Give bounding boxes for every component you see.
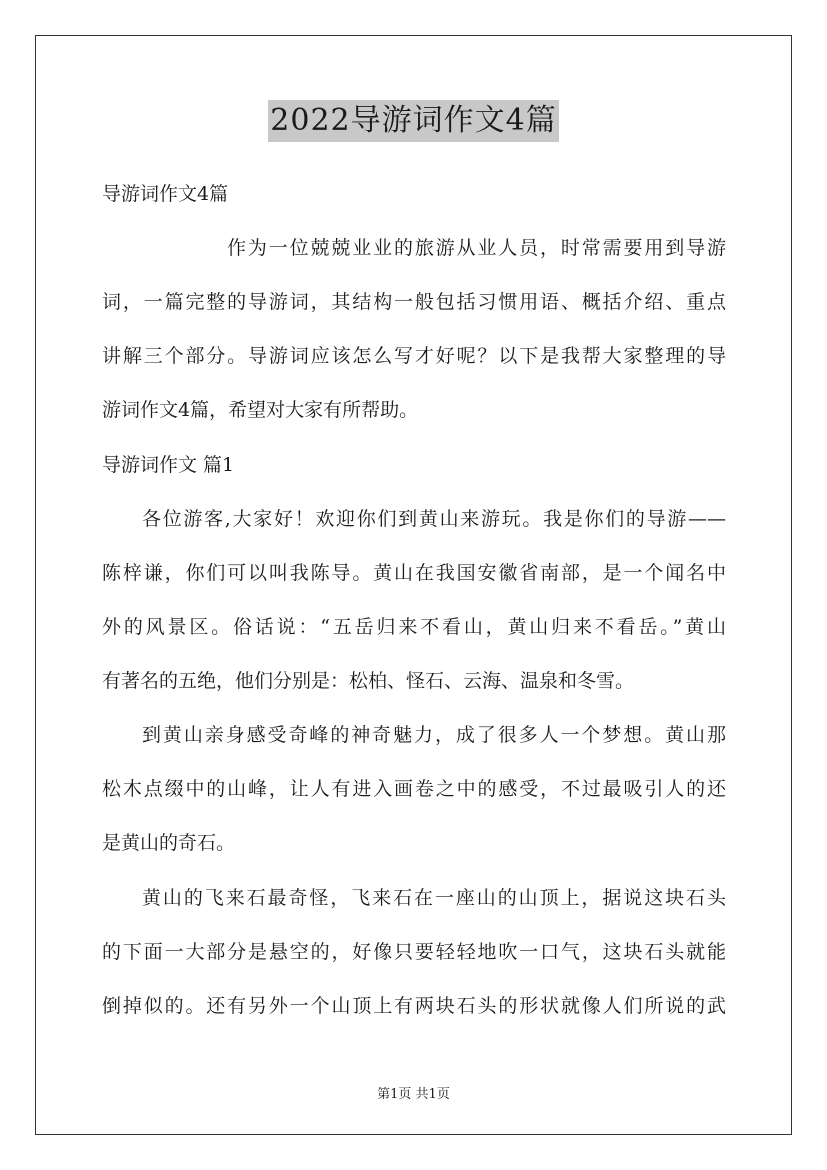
section-heading: 导游词作文 篇1	[102, 454, 235, 476]
intro-line: 游词作文4篇，希望对大家有所帮助。	[102, 399, 419, 421]
subtitle: 导游词作文4篇	[102, 183, 229, 205]
intro-line: 作为一位兢兢业业的旅游从业人员，时常需要用到导游	[227, 237, 726, 259]
paragraph-3	[102, 885, 726, 1047]
paragraph-2	[102, 722, 726, 884]
paragraph-line: 有著名的五绝，他们分别是：松柏、怪石、云海、温泉和冬雪。	[102, 670, 635, 692]
paragraph-line: 黄山的飞来石最奇怪，飞来石在一座山的山顶上，据说这块石头	[142, 887, 726, 909]
intro-line: 讲解三个部分。导游词应该怎么写才好呢？以下是我帮大家整理的导	[102, 345, 726, 367]
paragraph-line: 倒掉似的。还有另外一个山顶上有两块石头的形状就像人们所说的武	[102, 995, 726, 1017]
paragraph-line: 陈梓谦，你们可以叫我陈导。黄山在我国安徽省南部，是一个闻名中	[102, 562, 726, 584]
paragraph-line: 是黄山的奇石。	[102, 832, 236, 854]
paragraph-line: 各位游客,大家好！欢迎你们到黄山来游玩。我是你们的导游——	[142, 508, 726, 530]
paragraph-1	[102, 506, 726, 722]
paragraph-line: 外的风景区。俗话说：“五岳归来不看山，黄山归来不看岳。”黄山	[102, 616, 726, 638]
paragraph-line: 到黄山亲身感受奇峰的神奇魅力，成了很多人一个梦想。黄山那	[142, 724, 726, 746]
page-number: 第1页 共1页	[377, 1087, 450, 1102]
intro-paragraph	[102, 235, 726, 451]
document-title: 2022导游词作文4篇	[268, 100, 558, 142]
title-container	[0, 100, 827, 142]
paragraph-line: 的下面一大部分是悬空的，好像只要轻轻地吹一口气，这块石头就能	[102, 941, 726, 963]
paragraph-line: 松木点缀中的山峰，让人有进入画卷之中的感受，不过最吸引人的还	[102, 778, 726, 800]
intro-line: 词，一篇完整的导游词，其结构一般包括习惯用语、概括介绍、重点	[102, 291, 726, 313]
